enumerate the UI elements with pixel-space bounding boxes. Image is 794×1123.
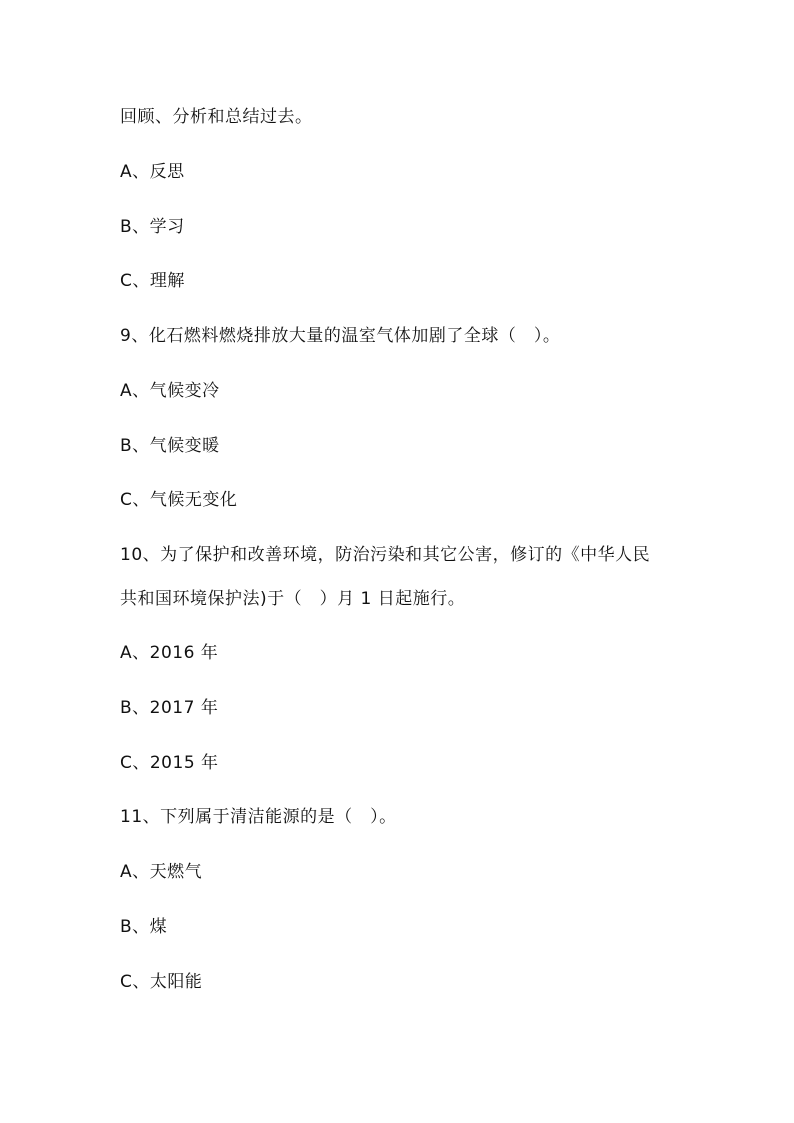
question-10-option-b: B、2017 年 [120,698,219,718]
question-11-option-a: A、天燃气 [120,862,203,882]
question-8-option-b: B、学习 [120,217,185,237]
question-9-option-a: A、气候变冷 [120,381,220,401]
question-10-text-line-2: 共和国环境保护法)于（ ）月 1 日起施行。 [120,589,466,609]
question-9-option-b: B、气候变暖 [120,436,220,456]
question-8-continuation: 回顾、分析和总结过去。 [120,107,313,127]
question-10-text-line-1: 10、为了保护和改善环境，防治污染和其它公害，修订的《中华人民 [120,545,651,565]
question-11-option-b: B、煤 [120,917,168,937]
question-9-text: 9、化石燃料燃烧排放大量的温室气体加剧了全球（ ）。 [120,326,561,346]
question-11-text: 11、下列属于清洁能源的是（ ）。 [120,807,397,827]
question-10-option-a: A、2016 年 [120,643,219,663]
question-10-option-c: C、2015 年 [120,753,219,773]
question-9-option-c: C、气候无变化 [120,490,238,510]
question-8-option-a: A、反思 [120,162,185,182]
question-8-option-c: C、理解 [120,271,185,291]
question-11-option-c: C、太阳能 [120,972,203,992]
